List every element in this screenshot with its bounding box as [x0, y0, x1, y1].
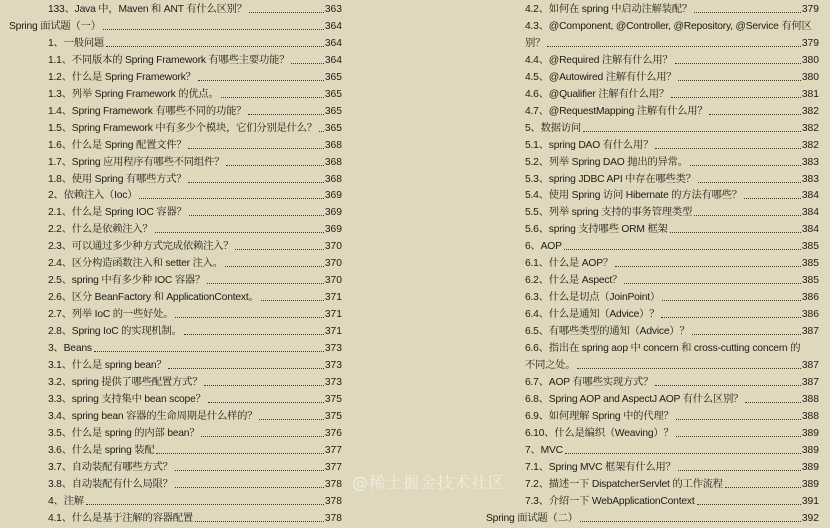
toc-entry-title: 1.1、不同版本的 Spring Framework 有哪些主要功能？ — [48, 54, 290, 66]
toc-entry-title: 6.8、Spring AOP and AspectJ AOP 有什么区别？ — [525, 393, 744, 405]
toc-entry-page: 370 — [324, 275, 342, 287]
toc-entry-page: 371 — [324, 326, 342, 338]
toc-entry-title: 6.7、AOP 有哪些实现方式？ — [525, 376, 654, 388]
dot-leader — [259, 419, 323, 420]
toc-entry[interactable] — [48, 374, 342, 391]
dot-leader — [168, 368, 323, 369]
dot-leader — [103, 29, 324, 30]
toc-entry-title: 1.5、Spring Framework 中有多少个模块，它们分别是什么？ — [48, 122, 317, 134]
toc-entry-title: 2.2、什么是依赖注入？ — [48, 224, 153, 236]
toc-entry[interactable] — [48, 1, 342, 18]
toc-entry-title: 7.3、介绍一下 WebApplicationContext — [525, 495, 695, 507]
toc-entry-title: Spring 面试题（一） — [9, 20, 101, 32]
dot-leader — [319, 131, 324, 132]
toc-entry-title: 133、Java 中，Maven 和 ANT 有什么区别？ — [48, 4, 247, 15]
toc-entry[interactable] — [525, 86, 819, 103]
toc-entry-title: 2、依赖注入（Ioc） — [48, 190, 138, 202]
toc-entry-title: 6.4、什么是通知（Advice）？ — [525, 309, 660, 321]
toc-entry[interactable] — [48, 442, 342, 459]
dot-leader — [184, 334, 324, 335]
toc-entry-page: 368 — [324, 173, 342, 185]
toc-entry[interactable] — [525, 442, 819, 459]
toc-entry-title: 3.1、什么是 spring bean？ — [48, 359, 167, 371]
dot-leader — [662, 300, 801, 301]
toc-entry-title: 5.1、spring DAO 有什么用？ — [525, 139, 654, 151]
toc-entry[interactable] — [525, 187, 819, 204]
toc-entry-page: 364 — [324, 54, 342, 66]
watermark: @稀土掘金技术社区 — [352, 473, 506, 492]
toc-entry-title: 4.6、@Qualifier 注解有什么用？ — [525, 88, 669, 100]
dot-leader — [175, 470, 324, 471]
toc-entry-page: 379 — [801, 4, 819, 15]
toc-entry[interactable] — [9, 18, 342, 35]
toc-entry-title: 4.5、@Autowired 注解有什么用？ — [525, 71, 677, 83]
toc-entry-title: 6.1、什么是 AOP？ — [525, 258, 614, 270]
toc-entry-title: 5.3、spring JDBC API 中存在哪些类？ — [525, 173, 696, 185]
dot-leader — [106, 46, 324, 47]
dot-leader — [226, 165, 324, 166]
dot-leader — [188, 148, 323, 149]
toc-entry[interactable] — [525, 69, 819, 86]
toc-entry[interactable] — [525, 289, 819, 306]
toc-entry[interactable] — [48, 289, 342, 306]
toc-entry[interactable] — [525, 391, 819, 408]
toc-entry-title: 3.4、spring bean 容器的生命周期是什么样的？ — [48, 410, 258, 422]
toc-entry-page: 389 — [801, 478, 819, 490]
toc-entry-title: 3.8、自动装配有什么局限？ — [48, 478, 173, 490]
toc-entry[interactable] — [525, 459, 819, 476]
dot-leader — [547, 46, 801, 47]
toc-entry[interactable] — [48, 52, 342, 69]
toc-entry-title: 6.5、有哪些类型的通知（Advice）？ — [525, 326, 690, 338]
toc-entry[interactable] — [525, 204, 819, 221]
toc-entry[interactable] — [525, 408, 819, 425]
toc-entry-title: 4.1、什么是基于注解的容器配置 — [48, 512, 193, 524]
toc-entry-page: 368 — [324, 156, 342, 168]
toc-entry-page: 373 — [324, 376, 342, 388]
toc-entry-title: 7.2、描述一下 DispatcherServlet 的工作流程 — [525, 478, 723, 490]
toc-entry[interactable] — [525, 103, 819, 120]
toc-entry-title: 2.3、可以通过多少种方式完成依赖注入？ — [48, 241, 234, 253]
dot-leader — [678, 80, 800, 81]
toc-entry[interactable] — [48, 391, 342, 408]
toc-entry-title: 6.6、指出在 spring aop 中 concern 和 cross-cutting concern 的 — [525, 343, 801, 354]
toc-entry-page: 375 — [324, 393, 342, 405]
toc-entry-title: 3.7、自动装配有哪些方式？ — [48, 461, 173, 473]
toc-entry[interactable] — [48, 35, 342, 52]
dot-leader — [204, 385, 324, 386]
dot-leader — [624, 283, 801, 284]
toc-entry-page: 373 — [324, 359, 342, 371]
dot-leader — [155, 232, 324, 233]
dot-leader — [249, 12, 324, 13]
toc-entry-title: 6.9、如何理解 Spring 中的代理？ — [525, 410, 674, 422]
toc-entry-page: 389 — [801, 444, 819, 456]
toc-entry-page: 382 — [801, 105, 819, 117]
toc-entry[interactable] — [48, 154, 342, 171]
toc-entry-title: 4.3、@Component, @Controller, @Repository, @Service 有何区 — [525, 20, 812, 32]
toc-entry[interactable] — [48, 306, 342, 323]
dot-leader — [671, 97, 801, 98]
dot-leader — [225, 266, 324, 267]
toc-entry[interactable] — [525, 221, 819, 238]
toc-entry[interactable] — [48, 86, 342, 103]
toc-entry-page: 386 — [801, 309, 819, 321]
toc-entry-title: 2.5、spring 中有多少种 IOC 容器？ — [48, 275, 206, 287]
toc-entry[interactable] — [48, 476, 342, 493]
toc-entry[interactable] — [48, 408, 342, 425]
toc-entry-page: 386 — [801, 292, 819, 304]
toc-entry[interactable] — [48, 120, 342, 137]
toc-entry-page: 388 — [801, 410, 819, 422]
dot-leader — [189, 215, 324, 216]
dot-leader — [678, 470, 801, 471]
dot-leader — [291, 63, 324, 64]
toc-entry-title: 1.2、什么是 Spring Framework？ — [48, 71, 196, 83]
toc-entry-title: 4、注解 — [48, 495, 84, 507]
dot-leader — [139, 198, 323, 199]
toc-entry-page: 378 — [324, 495, 342, 507]
toc-entry[interactable] — [525, 18, 819, 35]
toc-entry-title: 7.1、Spring MVC 框架有什么用？ — [525, 461, 676, 473]
dot-leader — [195, 521, 324, 522]
dot-leader — [207, 283, 324, 284]
toc-entry-page: 364 — [324, 20, 342, 32]
dot-leader — [235, 249, 323, 250]
toc-entry[interactable] — [48, 255, 342, 272]
toc-entry[interactable] — [525, 374, 819, 391]
dot-leader — [676, 436, 801, 437]
toc-entry-page: 365 — [324, 122, 342, 134]
dot-leader — [744, 198, 801, 199]
toc-entry-title: 2.7、列举 IoC 的一些好处。 — [48, 309, 174, 321]
toc-entry-page: 384 — [801, 190, 819, 202]
toc-entry-title: 5.4、使用 Spring 访问 Hibernate 的方法有哪些？ — [525, 190, 742, 202]
toc-entry-page: 371 — [324, 309, 342, 321]
dot-leader — [692, 334, 801, 335]
dot-leader — [697, 504, 801, 505]
dot-leader — [725, 487, 801, 488]
dot-leader — [694, 215, 801, 216]
toc-entry-page: 369 — [324, 207, 342, 219]
toc-entry-page: 385 — [801, 241, 819, 253]
toc-entry-title: 7、MVC — [525, 444, 563, 456]
dot-leader — [201, 436, 323, 437]
toc-entry[interactable] — [525, 120, 819, 137]
toc-entry-page: 375 — [324, 410, 342, 422]
toc-entry-page: 370 — [324, 241, 342, 253]
dot-leader — [221, 97, 324, 98]
toc-entry-page: 388 — [801, 393, 819, 405]
toc-entry-title: 4.4、@Required 注解有什么用？ — [525, 54, 673, 66]
toc-entry[interactable] — [48, 459, 342, 476]
dot-leader — [709, 114, 800, 115]
toc-entry[interactable] — [48, 272, 342, 289]
toc-entry-page: 380 — [801, 54, 819, 66]
toc-entry[interactable] — [525, 323, 819, 340]
toc-entry-title: 3.5、什么是 spring 的内部 bean？ — [48, 427, 200, 439]
toc-entry[interactable] — [525, 137, 819, 154]
toc-entry-page: 389 — [801, 461, 819, 473]
toc-entry-page: 387 — [801, 376, 819, 388]
toc-entry[interactable] — [525, 1, 819, 18]
toc-entry[interactable] — [48, 171, 342, 188]
toc-entry-title: 不同之处。 — [525, 359, 576, 371]
toc-entry-title: 3、Beans — [48, 343, 92, 354]
toc-entry-title: 2.8、Spring IoC 的实现机制。 — [48, 326, 182, 338]
toc-entry-page: 387 — [801, 326, 819, 338]
dot-leader — [188, 182, 323, 183]
toc-entry[interactable] — [48, 238, 342, 255]
toc-entry-page: 383 — [801, 156, 819, 168]
toc-entry-page: 381 — [801, 88, 819, 100]
dot-leader — [690, 165, 801, 166]
toc-entry-page: 365 — [324, 105, 342, 117]
toc-entry-page: 369 — [324, 224, 342, 236]
dot-leader — [670, 232, 801, 233]
dot-leader — [675, 63, 801, 64]
toc-entry-page: 384 — [801, 207, 819, 219]
toc-entry-page: 383 — [801, 173, 819, 185]
toc-entry-page: 379 — [801, 37, 819, 49]
toc-entry-title: 1.3、列举 Spring Framework 的优点。 — [48, 88, 219, 100]
dot-leader — [86, 504, 324, 505]
toc-entry-title: 5.2、列举 Spring DAO 抛出的异常。 — [525, 156, 688, 168]
toc-entry-page: 371 — [324, 292, 342, 304]
dot-leader — [655, 385, 801, 386]
dot-leader — [661, 317, 801, 318]
dot-leader — [261, 300, 324, 301]
toc-entry-page: 365 — [324, 88, 342, 100]
dot-leader — [156, 453, 323, 454]
toc-entry-title: 1.6、什么是 Spring 配置文件？ — [48, 139, 187, 151]
toc-entry-title: 2.1、什么是 Spring IOC 容器？ — [48, 207, 187, 219]
toc-entry-page: 385 — [801, 275, 819, 287]
toc-entry-page: 389 — [801, 427, 819, 439]
toc-entry[interactable] — [525, 357, 819, 374]
dot-leader — [694, 12, 801, 13]
dot-leader — [175, 487, 324, 488]
toc-entry-title: 5.6、spring 支持哪些 ORM 框架 — [525, 224, 668, 236]
dot-leader — [583, 131, 801, 132]
toc-entry[interactable] — [525, 52, 819, 69]
toc-entry-page: 384 — [801, 224, 819, 236]
toc-entry-title: 6.3、什么是切点（JoinPoint） — [525, 292, 661, 304]
dot-leader — [745, 402, 801, 403]
toc-entry-page: 370 — [324, 258, 342, 270]
toc-entry-title: 3.2、spring 提供了哪些配置方式？ — [48, 376, 203, 388]
toc-entry-page: 368 — [324, 139, 342, 151]
toc-entry[interactable] — [525, 425, 819, 442]
dot-leader — [676, 419, 801, 420]
toc-entry-title: 1.7、Spring 应用程序有哪些不同组件？ — [48, 156, 225, 168]
toc-entry-title: 5、数据访问 — [525, 122, 582, 134]
dot-leader — [248, 114, 324, 115]
toc-entry-page: 391 — [801, 495, 819, 507]
dot-leader — [655, 148, 801, 149]
toc-entry[interactable] — [525, 340, 819, 357]
toc-entry-title: 6、AOP — [525, 241, 562, 253]
toc-entry[interactable] — [48, 510, 342, 527]
toc-entry-page: 382 — [801, 122, 819, 134]
toc-entry[interactable] — [525, 35, 819, 52]
toc-entry-title: 别？ — [525, 37, 546, 49]
toc-entry-title: 4.2、如何在 spring 中启动注解装配？ — [525, 4, 693, 15]
toc-entry-page: 378 — [324, 512, 342, 524]
toc-entry[interactable] — [525, 476, 819, 493]
toc-entry-title: Spring 面试题（二） — [486, 512, 578, 524]
toc-entry-page: 392 — [801, 512, 819, 524]
dot-leader — [565, 453, 801, 454]
toc-entry-page: 369 — [324, 190, 342, 202]
dot-leader — [175, 317, 323, 318]
toc-entry-page: 385 — [801, 258, 819, 270]
toc-right-column — [480, 0, 819, 528]
toc-entry[interactable] — [48, 493, 342, 510]
toc-entry-title: 3.6、什么是 spring 装配 — [48, 444, 155, 456]
toc-entry-title: 1.8、使用 Spring 有哪些方式？ — [48, 173, 187, 185]
toc-entry-title: 4.7、@RequestMapping 注解有什么用？ — [525, 105, 708, 117]
toc-entry-title: 3.3、spring 支持集中 bean scope？ — [48, 393, 206, 405]
toc-entry-title: 5.5、列举 spring 支持的事务管理类型 — [525, 207, 693, 219]
toc-entry[interactable] — [48, 357, 342, 374]
toc-entry-page: 387 — [801, 359, 819, 371]
toc-entry[interactable] — [48, 204, 342, 221]
toc-entry-page: 364 — [324, 37, 342, 49]
toc-entry-page: 376 — [324, 427, 342, 439]
toc-entry-page: 378 — [324, 478, 342, 490]
toc-entry[interactable] — [525, 154, 819, 171]
toc-entry-title: 2.4、区分构造函数注入和 setter 注入。 — [48, 258, 223, 270]
toc-entry[interactable] — [486, 510, 819, 527]
toc-entry[interactable] — [48, 103, 342, 120]
toc-left-column — [0, 0, 342, 528]
toc-entry-page: 382 — [801, 139, 819, 151]
toc-entry-page: 363 — [324, 4, 342, 15]
toc-entry[interactable] — [48, 69, 342, 86]
toc-entry[interactable] — [48, 187, 342, 204]
toc-entry[interactable] — [525, 238, 819, 255]
toc-entry-page: 365 — [324, 71, 342, 83]
toc-entry-title: 6.10、什么是编织（Weaving）？ — [525, 427, 674, 439]
toc-entry-title: 2.6、区分 BeanFactory 和 ApplicationContext。 — [48, 292, 259, 304]
toc-entry[interactable] — [48, 221, 342, 238]
toc-entry-title: 6.2、什么是 Aspect？ — [525, 275, 623, 287]
dot-leader — [615, 266, 801, 267]
toc-entry[interactable] — [525, 255, 819, 272]
toc-entry-title: 1、一般问题 — [48, 37, 105, 49]
toc-entry[interactable] — [48, 137, 342, 154]
toc-entry[interactable] — [525, 306, 819, 323]
toc-entry-page: 377 — [324, 444, 342, 456]
toc-entry[interactable] — [48, 323, 342, 340]
dot-leader — [208, 402, 324, 403]
toc-entry[interactable] — [525, 493, 819, 510]
dot-leader — [564, 249, 801, 250]
dot-leader — [577, 368, 800, 369]
dot-leader — [580, 521, 801, 522]
toc-entry[interactable] — [525, 171, 819, 188]
toc-entry-page: 377 — [324, 461, 342, 473]
toc-entry[interactable] — [48, 425, 342, 442]
dot-leader — [698, 182, 801, 183]
toc-entry-page: 380 — [801, 71, 819, 83]
dot-leader — [94, 351, 324, 352]
toc-entry-title: 1.4、Spring Framework 有哪些不同的功能？ — [48, 105, 247, 117]
dot-leader — [198, 80, 324, 81]
toc-entry[interactable] — [525, 272, 819, 289]
toc-entry[interactable] — [48, 340, 342, 357]
toc-entry-page: 373 — [324, 343, 342, 354]
